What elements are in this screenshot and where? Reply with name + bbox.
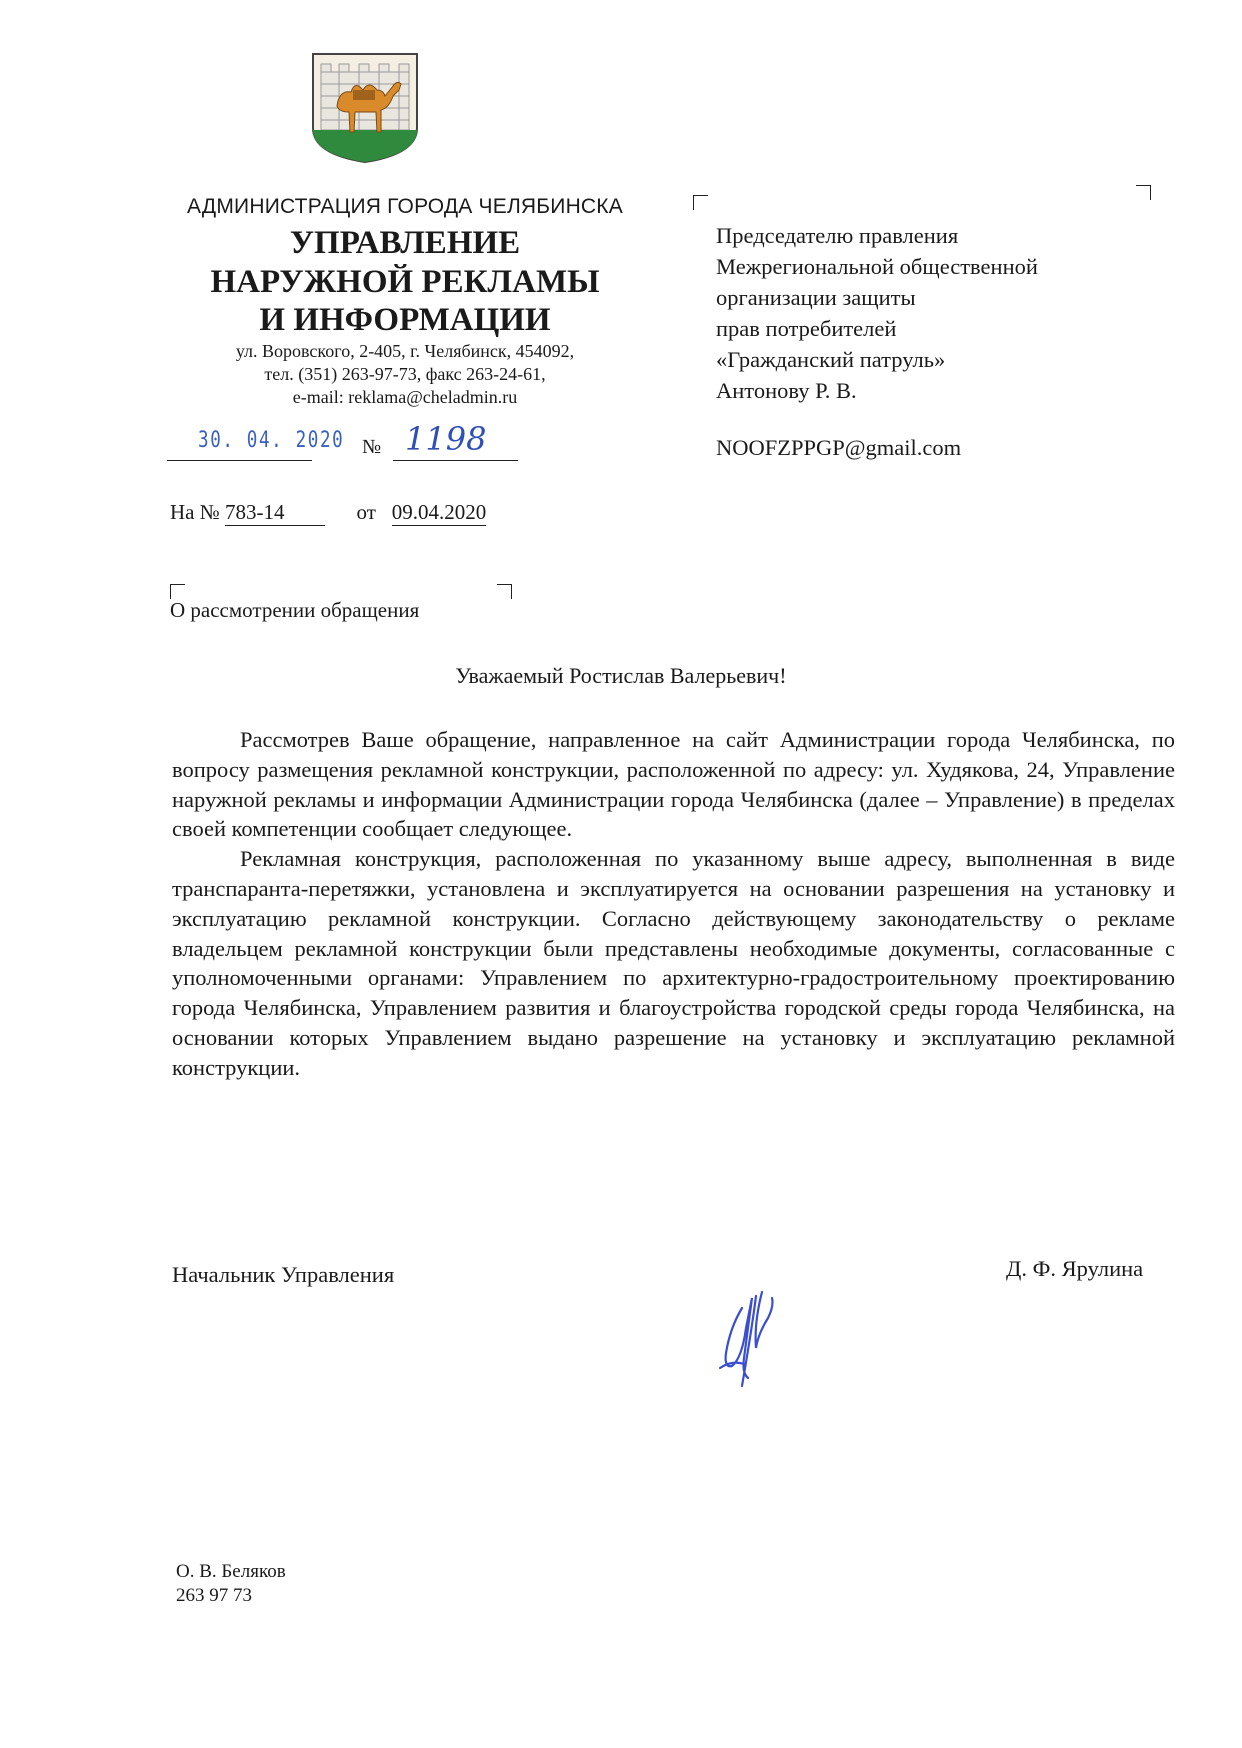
subject-bracket-top-left	[170, 584, 185, 599]
recipient-line: прав потребителей	[716, 316, 897, 341]
signatory-name: Д. Ф. Ярулина	[1006, 1256, 1144, 1281]
department-name-line2: НАРУЖНОЙ РЕКЛАМЫ	[210, 264, 600, 300]
registration-date-stamp: 30. 04. 2020	[198, 428, 345, 453]
administration-name: АДМИНИСТРАЦИЯ ГОРОДА ЧЕЛЯБИНСКА	[187, 195, 623, 218]
recipient-line: организации защиты	[716, 285, 916, 310]
subject-line: О рассмотрении обращения	[170, 598, 420, 622]
executor-name: О. В. Беляков	[176, 1561, 286, 1582]
recipient-line: Антонову Р. В.	[716, 378, 857, 403]
address-line: ул. Воровского, 2-405, г. Челябинск, 454092,	[235, 341, 575, 361]
date-underline	[167, 460, 312, 461]
executor-block	[176, 1560, 286, 1608]
signatory-title: Начальник Управления	[172, 1262, 395, 1287]
recipient-line: Межрегиональной общественной	[716, 254, 1038, 279]
signature-mark	[712, 1268, 802, 1388]
reference-date: 09.04.2020	[391, 500, 487, 524]
reference-number: 783-14	[225, 500, 325, 526]
number-underline	[393, 460, 518, 461]
recipient-line: Председателю правления	[716, 223, 959, 248]
body-paragraph: Рекламная конструкция, расположенная по указанному выше адресу, выполненная в виде транспаранта-перетяжки, установлена и эксплуатируется на основании разрешения на установку и эксплуатацию рекламной конструкции. Согласно действующему законодательству о рекламе владельцем рекламной конструкции были представлены необходимые документы, согласованные с уполномоченными органами: Управлением по архитектурно-градостроительному проектированию города Челябинска, Управлением развития и благоустройства городской среды города Челябинска, на основании которых Управлением выдано разрешение на установку и эксплуатацию рекламной конструкции.	[172, 846, 1175, 1080]
executor-phone: 263 97 73	[176, 1585, 252, 1606]
reference-prefix: На №	[170, 500, 220, 524]
reference-line	[170, 500, 486, 526]
department-name-line1: УПРАВЛЕНИЕ	[289, 225, 521, 261]
number-sign: №	[362, 436, 382, 458]
recipient-block	[716, 220, 1038, 406]
subject-bracket-top-right	[497, 584, 512, 599]
email-line: e-mail: reklama@cheladmin.ru	[292, 387, 518, 407]
coat-of-arms-icon	[309, 50, 421, 166]
salutation: Уважаемый Ростислав Валерьевич!	[455, 663, 787, 688]
body-paragraph: Рассмотрев Ваше обращение, направленное на сайт Администрации города Челябинска, по вопросу размещения рекламной конструкции, расположенной по адресу: ул. Худякова, 24, Управление наружной рекламы и информации Администрации города Челябинска (далее – Управление) в пределах своей компетенции сообщает следующее.	[172, 727, 1175, 842]
recipient-line: «Гражданский патруль»	[716, 347, 946, 372]
recipient-bracket-top-left	[693, 195, 708, 210]
reference-from: от	[356, 500, 376, 524]
registration-number: 1198	[405, 420, 487, 458]
letter-body	[172, 725, 1175, 1083]
phone-fax-line: тел. (351) 263-97-73, факс 263-24-61,	[264, 364, 546, 384]
recipient-email: NOOFZPPGP@gmail.com	[716, 435, 962, 460]
department-name-line3: И ИНФОРМАЦИИ	[259, 302, 551, 338]
recipient-bracket-top-right	[1136, 185, 1151, 200]
